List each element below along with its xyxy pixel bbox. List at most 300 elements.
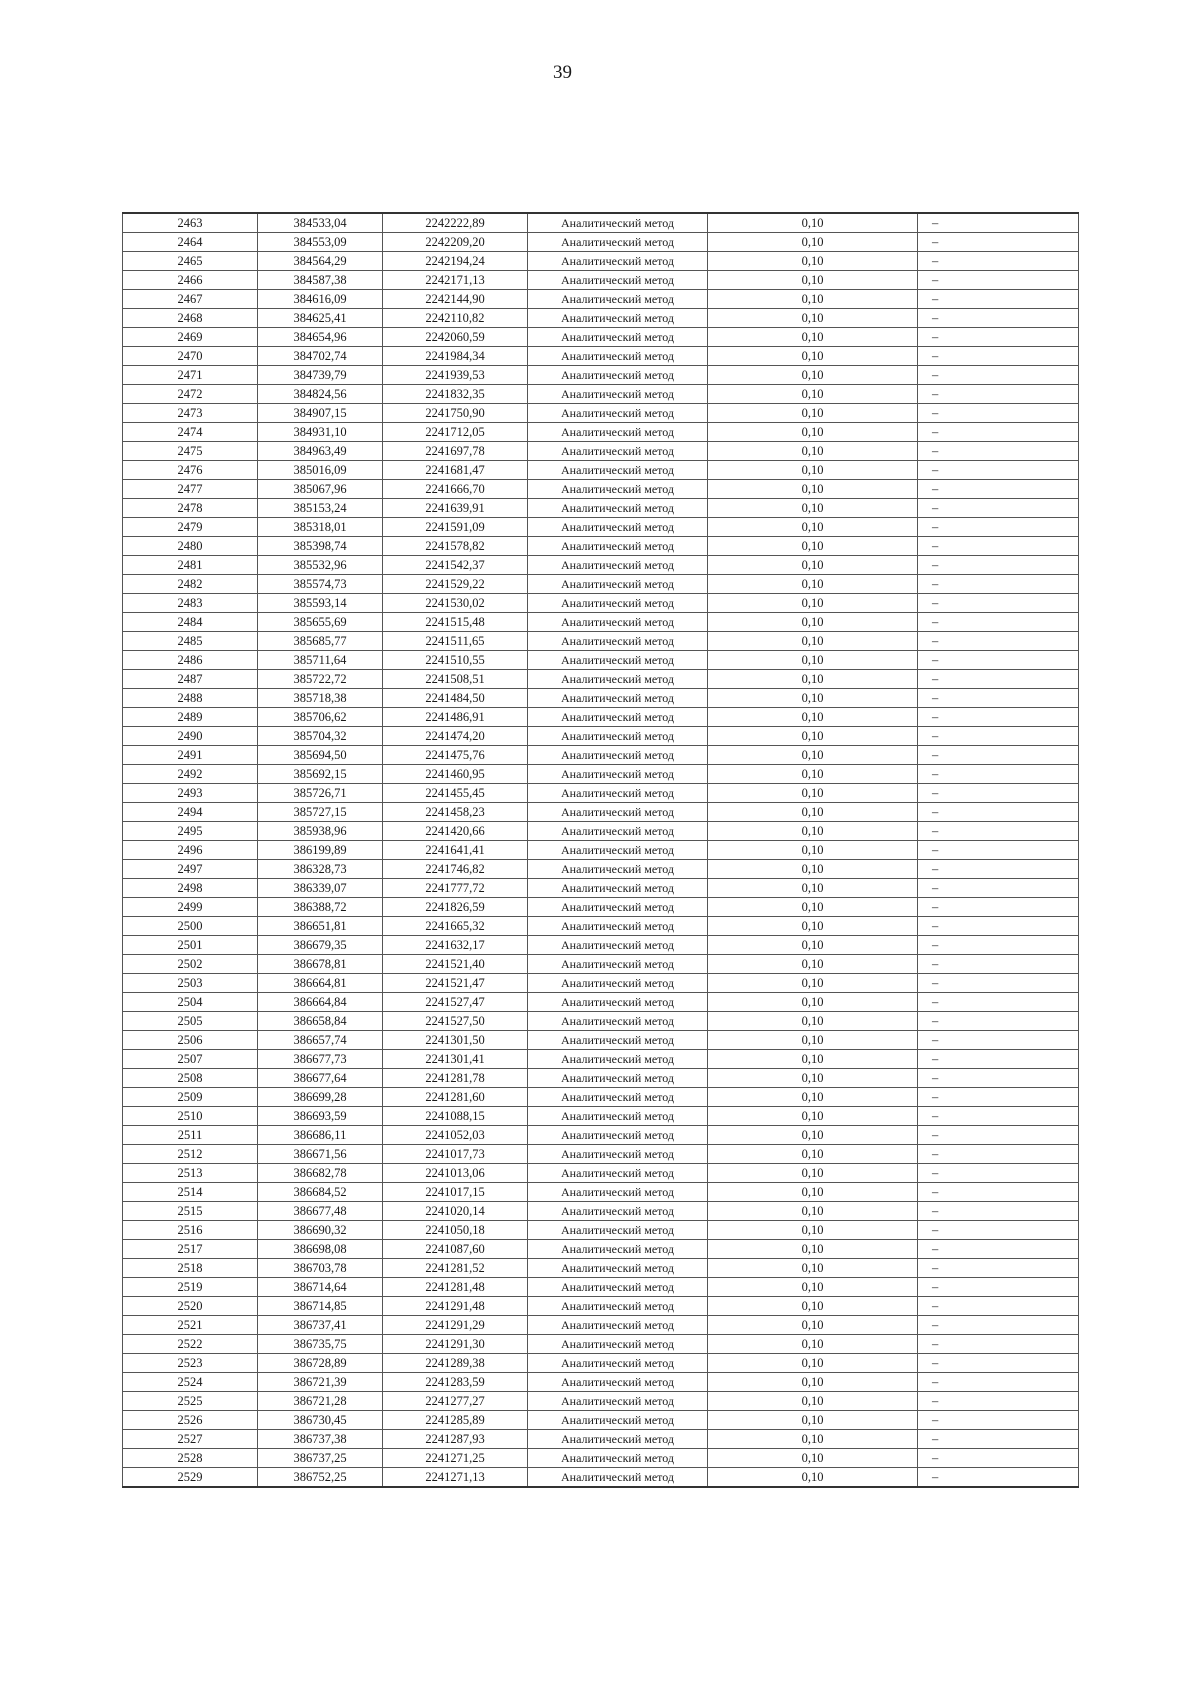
table-row <box>123 632 1079 651</box>
accuracy-cell: 0,10 <box>708 1316 918 1335</box>
point-number-cell: 2507 <box>123 1050 258 1069</box>
note-cell: – <box>918 1430 1079 1449</box>
note-cell: – <box>918 385 1079 404</box>
accuracy-cell: 0,10 <box>708 1297 918 1316</box>
note-cell: – <box>918 556 1079 575</box>
point-number-cell: 2488 <box>123 689 258 708</box>
x-coordinate-cell: 385593,14 <box>258 594 383 613</box>
table-row <box>123 233 1079 252</box>
method-cell: Аналитический метод <box>528 841 708 860</box>
y-coordinate-cell: 2241455,45 <box>383 784 528 803</box>
y-coordinate-cell: 2242060,59 <box>383 328 528 347</box>
x-coordinate-cell: 385718,38 <box>258 689 383 708</box>
point-number-cell: 2475 <box>123 442 258 461</box>
note-cell: – <box>918 1107 1079 1126</box>
table-row <box>123 537 1079 556</box>
note-cell: – <box>918 423 1079 442</box>
x-coordinate-cell: 385318,01 <box>258 518 383 537</box>
point-number-cell: 2496 <box>123 841 258 860</box>
x-coordinate-cell: 384553,09 <box>258 233 383 252</box>
point-number-cell: 2528 <box>123 1449 258 1468</box>
x-coordinate-cell: 385685,77 <box>258 632 383 651</box>
table-row <box>123 594 1079 613</box>
note-cell: – <box>918 1449 1079 1468</box>
y-coordinate-cell: 2241521,40 <box>383 955 528 974</box>
method-cell: Аналитический метод <box>528 1221 708 1240</box>
y-coordinate-cell: 2241712,05 <box>383 423 528 442</box>
table-row <box>123 518 1079 537</box>
accuracy-cell: 0,10 <box>708 1278 918 1297</box>
point-number-cell: 2527 <box>123 1430 258 1449</box>
table-row <box>123 1069 1079 1088</box>
table-row <box>123 1126 1079 1145</box>
note-cell: – <box>918 879 1079 898</box>
x-coordinate-cell: 385694,50 <box>258 746 383 765</box>
table-row <box>123 1392 1079 1411</box>
y-coordinate-cell: 2241510,55 <box>383 651 528 670</box>
y-coordinate-cell: 2242194,24 <box>383 252 528 271</box>
accuracy-cell: 0,10 <box>708 252 918 271</box>
table-row <box>123 1430 1079 1449</box>
x-coordinate-cell: 386730,45 <box>258 1411 383 1430</box>
note-cell: – <box>918 917 1079 936</box>
accuracy-cell: 0,10 <box>708 271 918 290</box>
point-number-cell: 2477 <box>123 480 258 499</box>
x-coordinate-cell: 386671,56 <box>258 1145 383 1164</box>
note-cell: – <box>918 347 1079 366</box>
point-number-cell: 2505 <box>123 1012 258 1031</box>
y-coordinate-cell: 2241750,90 <box>383 404 528 423</box>
accuracy-cell: 0,10 <box>708 1240 918 1259</box>
point-number-cell: 2504 <box>123 993 258 1012</box>
y-coordinate-cell: 2241527,50 <box>383 1012 528 1031</box>
accuracy-cell: 0,10 <box>708 1069 918 1088</box>
accuracy-cell: 0,10 <box>708 1430 918 1449</box>
y-coordinate-cell: 2241508,51 <box>383 670 528 689</box>
note-cell: – <box>918 442 1079 461</box>
x-coordinate-cell: 385067,96 <box>258 480 383 499</box>
table-row <box>123 1373 1079 1392</box>
accuracy-cell: 0,10 <box>708 404 918 423</box>
y-coordinate-cell: 2241826,59 <box>383 898 528 917</box>
point-number-cell: 2510 <box>123 1107 258 1126</box>
method-cell: Аналитический метод <box>528 1069 708 1088</box>
table-row <box>123 955 1079 974</box>
x-coordinate-cell: 385574,73 <box>258 575 383 594</box>
y-coordinate-cell: 2241291,29 <box>383 1316 528 1335</box>
table-row <box>123 1183 1079 1202</box>
method-cell: Аналитический метод <box>528 423 708 442</box>
accuracy-cell: 0,10 <box>708 632 918 651</box>
method-cell: Аналитический метод <box>528 1392 708 1411</box>
note-cell: – <box>918 936 1079 955</box>
method-cell: Аналитический метод <box>528 1202 708 1221</box>
method-cell: Аналитический метод <box>528 1411 708 1430</box>
note-cell: – <box>918 993 1079 1012</box>
table-row <box>123 784 1079 803</box>
x-coordinate-cell: 386703,78 <box>258 1259 383 1278</box>
y-coordinate-cell: 2241087,60 <box>383 1240 528 1259</box>
x-coordinate-cell: 386752,25 <box>258 1468 383 1488</box>
x-coordinate-cell: 386690,32 <box>258 1221 383 1240</box>
accuracy-cell: 0,10 <box>708 1164 918 1183</box>
table-row <box>123 1012 1079 1031</box>
table-row <box>123 670 1079 689</box>
note-cell: – <box>918 765 1079 784</box>
accuracy-cell: 0,10 <box>708 328 918 347</box>
point-number-cell: 2500 <box>123 917 258 936</box>
x-coordinate-cell: 384824,56 <box>258 385 383 404</box>
accuracy-cell: 0,10 <box>708 746 918 765</box>
point-number-cell: 2482 <box>123 575 258 594</box>
table-row <box>123 1335 1079 1354</box>
point-number-cell: 2490 <box>123 727 258 746</box>
y-coordinate-cell: 2241475,76 <box>383 746 528 765</box>
accuracy-cell: 0,10 <box>708 1031 918 1050</box>
method-cell: Аналитический метод <box>528 575 708 594</box>
x-coordinate-cell: 386686,11 <box>258 1126 383 1145</box>
note-cell: – <box>918 271 1079 290</box>
x-coordinate-cell: 386664,84 <box>258 993 383 1012</box>
accuracy-cell: 0,10 <box>708 1468 918 1488</box>
method-cell: Аналитический метод <box>528 1240 708 1259</box>
point-number-cell: 2519 <box>123 1278 258 1297</box>
x-coordinate-cell: 386664,81 <box>258 974 383 993</box>
table-row <box>123 328 1079 347</box>
y-coordinate-cell: 2241542,37 <box>383 556 528 575</box>
x-coordinate-cell: 384625,41 <box>258 309 383 328</box>
point-number-cell: 2518 <box>123 1259 258 1278</box>
accuracy-cell: 0,10 <box>708 309 918 328</box>
method-cell: Аналитический метод <box>528 689 708 708</box>
point-number-cell: 2513 <box>123 1164 258 1183</box>
table-row <box>123 993 1079 1012</box>
point-number-cell: 2526 <box>123 1411 258 1430</box>
method-cell: Аналитический метод <box>528 1335 708 1354</box>
point-number-cell: 2472 <box>123 385 258 404</box>
note-cell: – <box>918 252 1079 271</box>
accuracy-cell: 0,10 <box>708 1259 918 1278</box>
note-cell: – <box>918 480 1079 499</box>
x-coordinate-cell: 385704,32 <box>258 727 383 746</box>
method-cell: Аналитический метод <box>528 936 708 955</box>
note-cell: – <box>918 632 1079 651</box>
point-number-cell: 2502 <box>123 955 258 974</box>
note-cell: – <box>918 1354 1079 1373</box>
method-cell: Аналитический метод <box>528 442 708 461</box>
accuracy-cell: 0,10 <box>708 1373 918 1392</box>
y-coordinate-cell: 2241486,91 <box>383 708 528 727</box>
accuracy-cell: 0,10 <box>708 1050 918 1069</box>
point-number-cell: 2494 <box>123 803 258 822</box>
method-cell: Аналитический метод <box>528 860 708 879</box>
point-number-cell: 2501 <box>123 936 258 955</box>
accuracy-cell: 0,10 <box>708 1088 918 1107</box>
table-row <box>123 1031 1079 1050</box>
table-row <box>123 575 1079 594</box>
note-cell: – <box>918 1278 1079 1297</box>
x-coordinate-cell: 386737,25 <box>258 1449 383 1468</box>
y-coordinate-cell: 2241530,02 <box>383 594 528 613</box>
y-coordinate-cell: 2241283,59 <box>383 1373 528 1392</box>
x-coordinate-cell: 384907,15 <box>258 404 383 423</box>
table-row <box>123 860 1079 879</box>
note-cell: – <box>918 404 1079 423</box>
accuracy-cell: 0,10 <box>708 613 918 632</box>
table-row <box>123 1050 1079 1069</box>
note-cell: – <box>918 366 1079 385</box>
accuracy-cell: 0,10 <box>708 442 918 461</box>
point-number-cell: 2512 <box>123 1145 258 1164</box>
x-coordinate-cell: 386677,64 <box>258 1069 383 1088</box>
y-coordinate-cell: 2241301,50 <box>383 1031 528 1050</box>
note-cell: – <box>918 233 1079 252</box>
table-row <box>123 309 1079 328</box>
table-row <box>123 974 1079 993</box>
point-number-cell: 2522 <box>123 1335 258 1354</box>
point-number-cell: 2503 <box>123 974 258 993</box>
x-coordinate-cell: 386677,48 <box>258 1202 383 1221</box>
accuracy-cell: 0,10 <box>708 233 918 252</box>
method-cell: Аналитический метод <box>528 1259 708 1278</box>
x-coordinate-cell: 385938,96 <box>258 822 383 841</box>
point-number-cell: 2489 <box>123 708 258 727</box>
point-number-cell: 2474 <box>123 423 258 442</box>
table-row <box>123 1468 1079 1488</box>
x-coordinate-cell: 386651,81 <box>258 917 383 936</box>
x-coordinate-cell: 386699,28 <box>258 1088 383 1107</box>
accuracy-cell: 0,10 <box>708 1335 918 1354</box>
table-row <box>123 442 1079 461</box>
method-cell: Аналитический метод <box>528 309 708 328</box>
y-coordinate-cell: 2241088,15 <box>383 1107 528 1126</box>
y-coordinate-cell: 2242110,82 <box>383 309 528 328</box>
point-number-cell: 2516 <box>123 1221 258 1240</box>
x-coordinate-cell: 385532,96 <box>258 556 383 575</box>
table-row <box>123 879 1079 898</box>
accuracy-cell: 0,10 <box>708 385 918 404</box>
y-coordinate-cell: 2241050,18 <box>383 1221 528 1240</box>
note-cell: – <box>918 860 1079 879</box>
x-coordinate-cell: 385722,72 <box>258 670 383 689</box>
table-row <box>123 499 1079 518</box>
table-row <box>123 841 1079 860</box>
y-coordinate-cell: 2241277,27 <box>383 1392 528 1411</box>
point-number-cell: 2464 <box>123 233 258 252</box>
point-number-cell: 2521 <box>123 1316 258 1335</box>
table-row <box>123 689 1079 708</box>
note-cell: – <box>918 974 1079 993</box>
table-row <box>123 936 1079 955</box>
method-cell: Аналитический метод <box>528 993 708 1012</box>
note-cell: – <box>918 708 1079 727</box>
x-coordinate-cell: 386678,81 <box>258 955 383 974</box>
table-row <box>123 822 1079 841</box>
method-cell: Аналитический метод <box>528 765 708 784</box>
y-coordinate-cell: 2241666,70 <box>383 480 528 499</box>
method-cell: Аналитический метод <box>528 708 708 727</box>
y-coordinate-cell: 2241281,52 <box>383 1259 528 1278</box>
table-row <box>123 480 1079 499</box>
accuracy-cell: 0,10 <box>708 213 918 233</box>
method-cell: Аналитический метод <box>528 613 708 632</box>
table-row <box>123 1278 1079 1297</box>
note-cell: – <box>918 651 1079 670</box>
x-coordinate-cell: 384931,10 <box>258 423 383 442</box>
point-number-cell: 2466 <box>123 271 258 290</box>
y-coordinate-cell: 2241052,03 <box>383 1126 528 1145</box>
y-coordinate-cell: 2241832,35 <box>383 385 528 404</box>
note-cell: – <box>918 1069 1079 1088</box>
point-number-cell: 2493 <box>123 784 258 803</box>
note-cell: – <box>918 746 1079 765</box>
method-cell: Аналитический метод <box>528 594 708 613</box>
x-coordinate-cell: 386677,73 <box>258 1050 383 1069</box>
method-cell: Аналитический метод <box>528 898 708 917</box>
method-cell: Аналитический метод <box>528 328 708 347</box>
note-cell: – <box>918 1183 1079 1202</box>
y-coordinate-cell: 2241291,48 <box>383 1297 528 1316</box>
method-cell: Аналитический метод <box>528 651 708 670</box>
table-row <box>123 423 1079 442</box>
table-row <box>123 271 1079 290</box>
note-cell: – <box>918 309 1079 328</box>
accuracy-cell: 0,10 <box>708 1392 918 1411</box>
note-cell: – <box>918 1031 1079 1050</box>
table-row <box>123 461 1079 480</box>
point-number-cell: 2484 <box>123 613 258 632</box>
method-cell: Аналитический метод <box>528 917 708 936</box>
x-coordinate-cell: 386721,28 <box>258 1392 383 1411</box>
method-cell: Аналитический метод <box>528 347 708 366</box>
point-number-cell: 2487 <box>123 670 258 689</box>
x-coordinate-cell: 385016,09 <box>258 461 383 480</box>
note-cell: – <box>918 727 1079 746</box>
point-number-cell: 2469 <box>123 328 258 347</box>
accuracy-cell: 0,10 <box>708 670 918 689</box>
accuracy-cell: 0,10 <box>708 518 918 537</box>
method-cell: Аналитический метод <box>528 518 708 537</box>
note-cell: – <box>918 1050 1079 1069</box>
y-coordinate-cell: 2241460,95 <box>383 765 528 784</box>
method-cell: Аналитический метод <box>528 1278 708 1297</box>
method-cell: Аналитический метод <box>528 1449 708 1468</box>
coordinates-table <box>122 212 1079 1488</box>
note-cell: – <box>918 1411 1079 1430</box>
y-coordinate-cell: 2242171,13 <box>383 271 528 290</box>
table-row <box>123 1259 1079 1278</box>
y-coordinate-cell: 2242209,20 <box>383 233 528 252</box>
accuracy-cell: 0,10 <box>708 1449 918 1468</box>
accuracy-cell: 0,10 <box>708 993 918 1012</box>
note-cell: – <box>918 1259 1079 1278</box>
x-coordinate-cell: 386693,59 <box>258 1107 383 1126</box>
accuracy-cell: 0,10 <box>708 917 918 936</box>
method-cell: Аналитический метод <box>528 746 708 765</box>
x-coordinate-cell: 384616,09 <box>258 290 383 309</box>
x-coordinate-cell: 386388,72 <box>258 898 383 917</box>
table-row <box>123 727 1079 746</box>
x-coordinate-cell: 385692,15 <box>258 765 383 784</box>
x-coordinate-cell: 386684,52 <box>258 1183 383 1202</box>
point-number-cell: 2511 <box>123 1126 258 1145</box>
y-coordinate-cell: 2241639,91 <box>383 499 528 518</box>
accuracy-cell: 0,10 <box>708 1126 918 1145</box>
y-coordinate-cell: 2241746,82 <box>383 860 528 879</box>
table-row <box>123 404 1079 423</box>
table-row <box>123 213 1079 233</box>
y-coordinate-cell: 2241521,47 <box>383 974 528 993</box>
method-cell: Аналитический метод <box>528 233 708 252</box>
method-cell: Аналитический метод <box>528 974 708 993</box>
x-coordinate-cell: 386657,74 <box>258 1031 383 1050</box>
y-coordinate-cell: 2241458,23 <box>383 803 528 822</box>
accuracy-cell: 0,10 <box>708 556 918 575</box>
note-cell: – <box>918 689 1079 708</box>
method-cell: Аналитический метод <box>528 1430 708 1449</box>
method-cell: Аналитический метод <box>528 271 708 290</box>
note-cell: – <box>918 1335 1079 1354</box>
table-row <box>123 708 1079 727</box>
method-cell: Аналитический метод <box>528 499 708 518</box>
y-coordinate-cell: 2241777,72 <box>383 879 528 898</box>
y-coordinate-cell: 2241632,17 <box>383 936 528 955</box>
table-row <box>123 613 1079 632</box>
method-cell: Аналитический метод <box>528 1088 708 1107</box>
method-cell: Аналитический метод <box>528 290 708 309</box>
point-number-cell: 2479 <box>123 518 258 537</box>
y-coordinate-cell: 2241681,47 <box>383 461 528 480</box>
point-number-cell: 2508 <box>123 1069 258 1088</box>
point-number-cell: 2506 <box>123 1031 258 1050</box>
x-coordinate-cell: 386714,85 <box>258 1297 383 1316</box>
note-cell: – <box>918 898 1079 917</box>
x-coordinate-cell: 385726,71 <box>258 784 383 803</box>
x-coordinate-cell: 384654,96 <box>258 328 383 347</box>
table-row <box>123 803 1079 822</box>
y-coordinate-cell: 2241291,30 <box>383 1335 528 1354</box>
method-cell: Аналитический метод <box>528 955 708 974</box>
y-coordinate-cell: 2241017,73 <box>383 1145 528 1164</box>
y-coordinate-cell: 2241529,22 <box>383 575 528 594</box>
y-coordinate-cell: 2241281,78 <box>383 1069 528 1088</box>
accuracy-cell: 0,10 <box>708 841 918 860</box>
table-row <box>123 556 1079 575</box>
accuracy-cell: 0,10 <box>708 822 918 841</box>
y-coordinate-cell: 2241527,47 <box>383 993 528 1012</box>
note-cell: – <box>918 1126 1079 1145</box>
x-coordinate-cell: 385153,24 <box>258 499 383 518</box>
x-coordinate-cell: 386679,35 <box>258 936 383 955</box>
y-coordinate-cell: 2241591,09 <box>383 518 528 537</box>
point-number-cell: 2525 <box>123 1392 258 1411</box>
point-number-cell: 2492 <box>123 765 258 784</box>
point-number-cell: 2473 <box>123 404 258 423</box>
x-coordinate-cell: 386682,78 <box>258 1164 383 1183</box>
coordinates-table-body <box>123 213 1079 1487</box>
accuracy-cell: 0,10 <box>708 423 918 442</box>
x-coordinate-cell: 386714,64 <box>258 1278 383 1297</box>
x-coordinate-cell: 386698,08 <box>258 1240 383 1259</box>
y-coordinate-cell: 2241578,82 <box>383 537 528 556</box>
note-cell: – <box>918 1202 1079 1221</box>
method-cell: Аналитический метод <box>528 252 708 271</box>
method-cell: Аналитический метод <box>528 213 708 233</box>
table-row <box>123 1449 1079 1468</box>
x-coordinate-cell: 386658,84 <box>258 1012 383 1031</box>
y-coordinate-cell: 2242144,90 <box>383 290 528 309</box>
point-number-cell: 2520 <box>123 1297 258 1316</box>
